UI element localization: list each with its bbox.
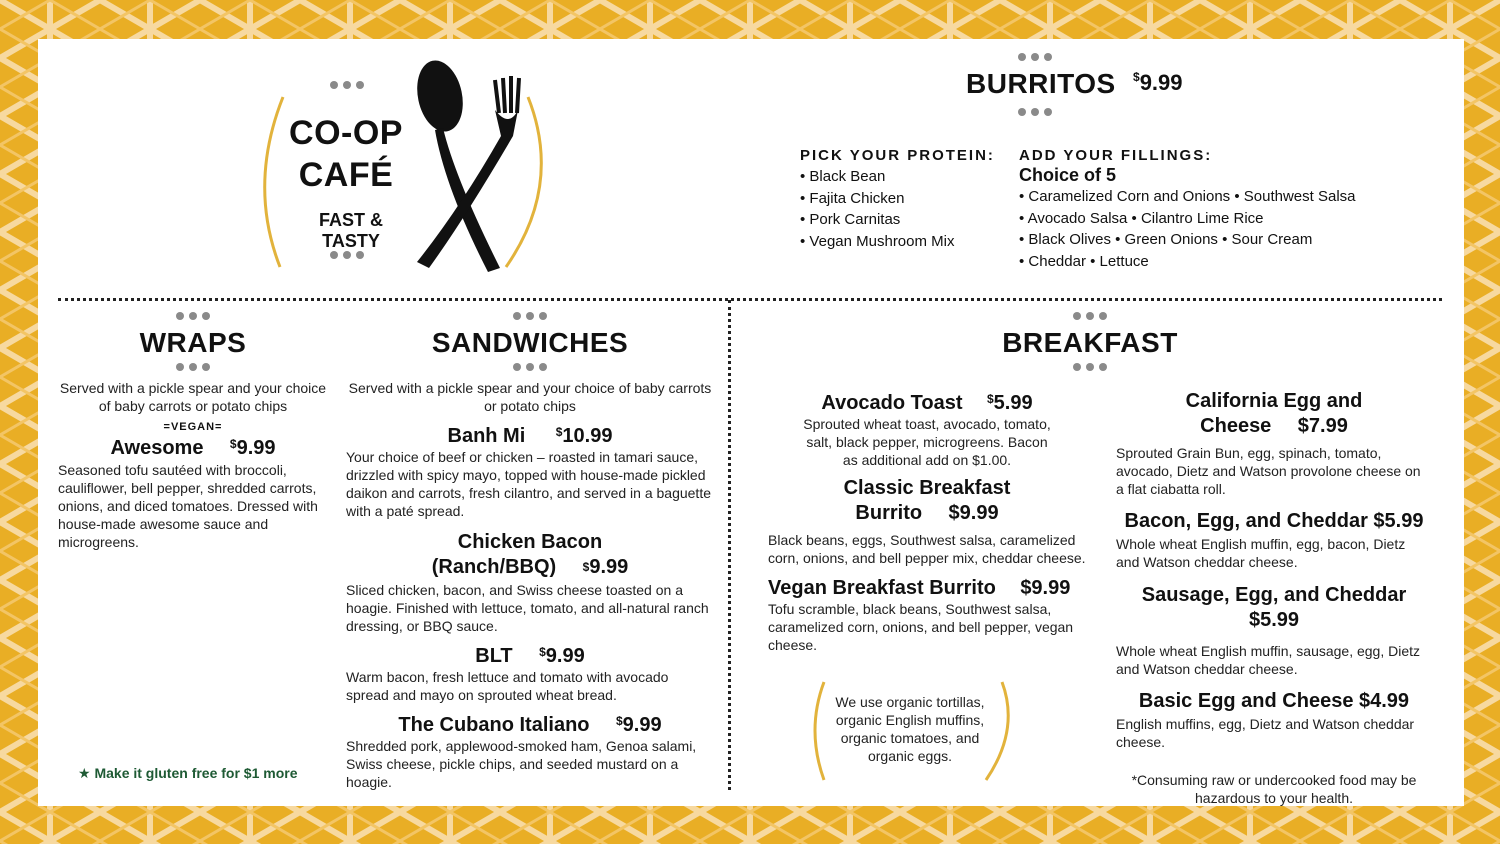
protein-item: • Pork Carnitas <box>800 211 901 228</box>
menu-item-description: Whole wheat English muffin, sausage, egg, Dietz and Watson cheddar cheese. <box>1116 643 1421 677</box>
vegan-tag: =VEGAN= <box>163 421 223 433</box>
breakfast-header <box>940 312 1240 371</box>
organic-note: We use organic tortillas, organic English muffins, organic tomatoes, and organic eggs. <box>835 694 985 764</box>
logo-name-line2: CAFÉ <box>298 156 394 194</box>
menu-item-price: $9.99 <box>948 502 999 524</box>
fillings-heading: ADD YOUR FILLINGS: <box>1019 147 1213 164</box>
logo-tagline: FAST & TASTY <box>318 210 383 251</box>
menu-item-name: Banh Mi <box>447 425 526 447</box>
fillings-section <box>1019 147 1419 272</box>
breakfast-title: BREAKFAST <box>1002 327 1178 358</box>
menu-item-description: Warm bacon, fresh lettuce and tomato with avocado spread and mayo on sprouted wheat bread. <box>346 669 669 703</box>
menu-item-name: Bacon, Egg, and Cheddar $5.99 <box>1124 510 1424 532</box>
menu-item-price: $9.99 <box>615 714 662 736</box>
wraps-title: WRAPS <box>139 327 247 358</box>
menu-item-heading <box>1116 389 1432 440</box>
star-icon: ★ <box>78 765 91 781</box>
wraps-intro: Served with a pickle spear and your choice of baby carrots or potato chips <box>59 380 327 414</box>
menu-item-description: Seasoned tofu sautéed with broccoli, cauliflower, bell pepper, shredded carrots, onions, and diced tomatoes. Dressed with house-made awesome sauce and microgreens. <box>58 462 318 550</box>
menu-item-description: Sprouted Grain Bun, egg, spinach, tomato, avocado, Dietz and Watson provolone cheese on a flat ciabatta roll. <box>1116 445 1421 497</box>
protein-item: • Fajita Chicken <box>800 189 905 207</box>
menu-item-name: Vegan Breakfast Burrito <box>768 577 996 599</box>
menu-item-price: $9.99 <box>539 645 585 667</box>
menu-item-price: $5.99 <box>1248 609 1300 631</box>
menu-item-heading <box>346 714 714 737</box>
menu-item-description: Whole wheat English muffin, egg, bacon, Dietz and Watson cheddar cheese. <box>1116 536 1406 570</box>
menu-item-name: Awesome <box>110 437 204 459</box>
sandwiches-section <box>346 312 714 791</box>
logo-dots-bottom <box>330 251 364 259</box>
menu-item-name: Basic Egg and Cheese $4.99 <box>1138 690 1410 712</box>
menu-item-heading <box>768 476 1086 527</box>
protein-section <box>800 147 1010 252</box>
menu-item-name: California Egg and <box>1185 390 1363 412</box>
sandwiches-title: SANDWICHES <box>431 327 629 358</box>
burritos-dots-bottom <box>1018 108 1052 116</box>
breakfast-right-column <box>1116 389 1432 807</box>
menu-item-name-line2: Burrito <box>855 502 923 524</box>
protein-item: • Black Bean <box>800 168 886 185</box>
menu-item-price: $9.99 <box>229 437 276 459</box>
logo-dots-top <box>330 81 364 89</box>
menu-item-name: The Cubano Italiano <box>398 714 590 736</box>
burritos-price: $9.99 <box>1133 70 1183 95</box>
filling-item: • Black Olives • Green Onions • Sour Cream <box>1019 231 1313 248</box>
horizontal-divider <box>58 298 1442 301</box>
sandwiches-intro: Served with a pickle spear and your choice of baby carrots or potato chips <box>348 380 712 414</box>
menu-item-heading <box>346 425 714 448</box>
menu-item-name: BLT <box>475 645 513 667</box>
menu-item-name-line2: (Ranch/BBQ) <box>431 556 557 578</box>
gluten-free-note: ★ Make it gluten free for $1 more <box>78 765 298 781</box>
menu-item-description: Sprouted wheat toast, avocado, tomato, salt, black pepper, microgreens. Bacon as additional add on $1.00. <box>803 416 1051 468</box>
menu-item-name-line2: Cheese <box>1200 415 1272 437</box>
menu-item-price: $9.99 <box>582 556 629 578</box>
menu-item-heading <box>346 645 714 668</box>
logo-name <box>284 112 408 196</box>
fillings-subheading: Choice of 5 <box>1019 165 1117 185</box>
filling-item: • Avocado Salsa • Cilantro Lime Rice <box>1019 209 1264 227</box>
vertical-divider <box>728 300 731 790</box>
menu-item-name: Sausage, Egg, and Cheddar <box>1141 584 1407 606</box>
menu-item-heading <box>768 392 1086 415</box>
menu-item-description: Tofu scramble, black beans, Southwest salsa, caramelized corn, onions, and bell pepper, vegan cheese. <box>768 601 1074 653</box>
breakfast-left-column <box>768 392 1086 654</box>
menu-item-name: Avocado Toast <box>821 392 963 414</box>
menu-item-name: Classic Breakfast <box>843 477 1011 499</box>
protein-item: • Vegan Mushroom Mix <box>800 232 955 250</box>
menu-item-price: $7.99 <box>1297 415 1348 437</box>
protein-heading: PICK YOUR PROTEIN: <box>800 147 995 164</box>
menu-item-price: $10.99 <box>555 425 613 447</box>
food-safety-disclaimer: *Consuming raw or undercooked food may be hazardous to your health. <box>1131 772 1417 806</box>
menu-item-heading <box>58 437 328 460</box>
menu-item-description: Sliced chicken, bacon, and Swiss cheese toasted on a hoagie. Finished with lettuce, tomato, and all-natural ranch dressing, or BBQ sauce. <box>346 582 709 634</box>
menu-item-heading <box>1116 583 1432 633</box>
filling-item: • Cheddar • Lettuce <box>1019 252 1149 270</box>
menu-item-description: English muffins, egg, Dietz and Watson cheddar cheese. <box>1116 716 1415 750</box>
logo-name-line1: CO-OP <box>289 114 403 152</box>
menu-item-name: Chicken Bacon <box>457 531 603 553</box>
menu-item-heading <box>768 577 1086 600</box>
spoon-fork-icon <box>405 58 525 276</box>
menu-item-heading <box>346 530 714 581</box>
menu-item-description: Shredded pork, applewood-smoked ham, Genoa salami, Swiss cheese, pickle chips, and seeded mustard on a hoagie. <box>346 738 697 790</box>
burritos-title: BURRITOS <box>966 68 1116 99</box>
menu-item-description: Black beans, eggs, Southwest salsa, caramelized corn, onions, and bell pepper mix, cheddar cheese. <box>768 532 1086 566</box>
filling-item: • Caramelized Corn and Onions • Southwest Salsa <box>1019 188 1356 205</box>
menu-item-price: $5.99 <box>986 392 1033 414</box>
burritos-dots-top <box>1018 53 1052 61</box>
menu-item-price: $9.99 <box>1020 577 1071 599</box>
wraps-section <box>58 312 328 551</box>
burritos-price-value: 9.99 <box>1139 70 1183 95</box>
menu-item-description: Your choice of beef or chicken – roasted in tamari sauce, drizzled with spicy mayo, topped with house-made pickled daikon and carrots, fresh cilantro, and served in a baguette with a paté spread. <box>346 449 711 519</box>
